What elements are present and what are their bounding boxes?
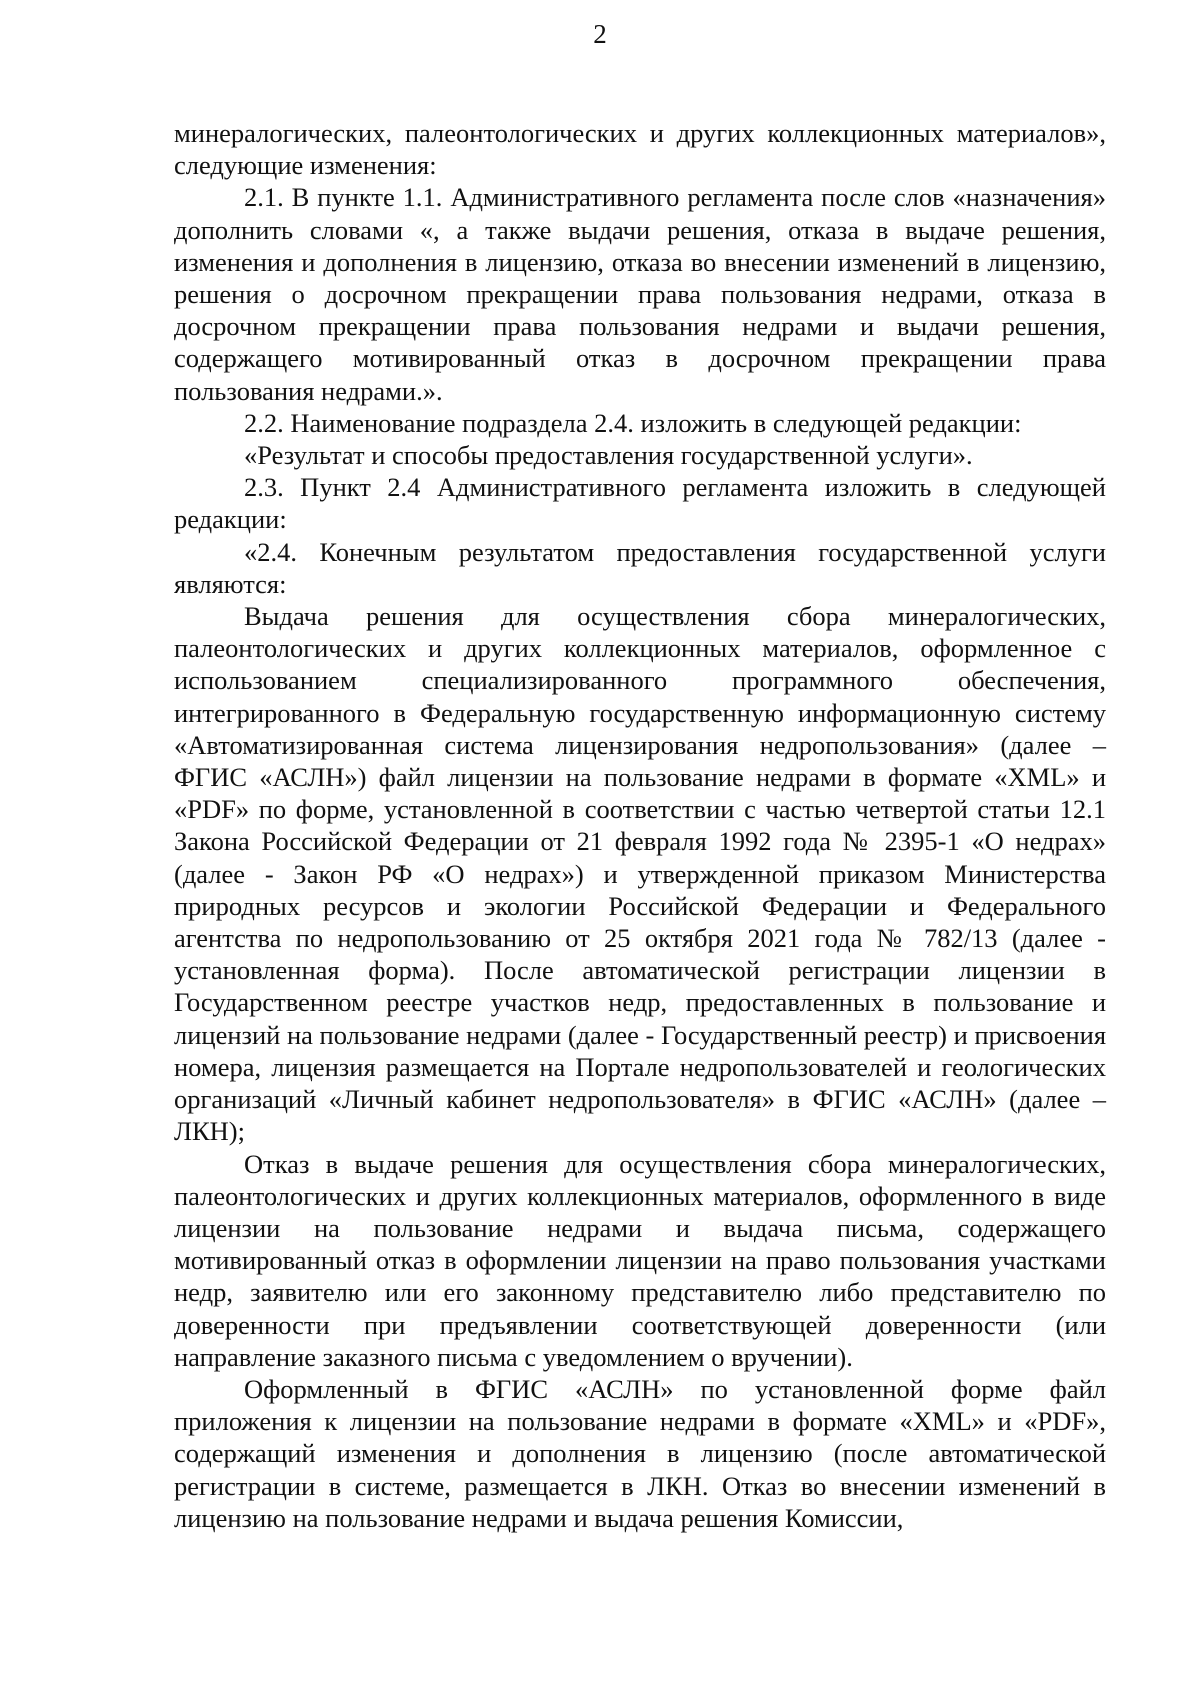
- page-number: 2: [593, 19, 607, 49]
- paragraph: Оформленный в ФГИС «АСЛН» по установленной форме файл приложения к лицензии на пользование недрами в формате «XML» и «PDF», содержащий изменения и дополнения в лицензию (после автоматической регистрации в системе, размещается в ЛКН. Отказ во внесении изменений в лицензию на пользование недрами и выдача решения Комиссии,: [174, 1373, 1106, 1533]
- document-body: [174, 117, 1106, 1534]
- paragraph: 2.3. Пункт 2.4 Административного регламента изложить в следующей редакции:: [174, 472, 1106, 535]
- paragraph: минералогических, палеонтологических и других коллекционных материалов», следующие изменения:: [174, 118, 1106, 181]
- paragraph: 2.2. Наименование подраздела 2.4. изложить в следующей редакции:: [244, 407, 1022, 438]
- paragraph: Выдача решения для осуществления сбора минералогических, палеонтологических и других коллекционных материалов, оформленное с использованием специализированного программного обеспечения, интегрированного в Федеральную государственную информационную систему «Автоматизированная система лицензирования недропользования» (далее – ФГИС «АСЛН») файл лицензии на пользование недрами в формате «XML» и «PDF» по форме, установленной в соответствии с частью четвертой статьи 12.1 Закона Российской Федерации от 21 февраля 1992 года № 2395-1 «О недрах» (далее - Закон РФ «О недрах») и утвержденной приказом Министерства природных ресурсов и экологии Российской Федерации и Федерального агентства по недропользованию от 25 октября 2021 года № 782/13 (далее - установленная форма). После автоматической регистрации лицензии в Государственном реестре участков недр, предоставленных в пользование и лицензий на пользование недрами (далее - Государственный реестр) и присвоения номера, лицензия размещается на Портале недропользователей и геологических организаций «Личный кабинет недропользователя» в ФГИС «АСЛН» (далее – ЛКН);: [174, 601, 1107, 1147]
- paragraph: 2.1. В пункте 1.1. Административного регламента после слов «назначения» дополнить словами «, а также выдачи решения, отказа в выдаче решения, изменения и дополнения в лицензию, отказа во внесении изменений в лицензию, решения о досрочном прекращении права пользования недрами, отказа в досрочном прекращении права пользования недрами и выдачи решения, содержащего мотивированный отказ в досрочном прекращении права пользования недрами.».: [174, 182, 1106, 406]
- paragraph: Отказ в выдаче решения для осуществления сбора минералогических, палеонтологических и других коллекционных материалов, оформленного в виде лицензии на пользование недрами и выдача письма, содержащего мотивированный отказ в оформлении лицензии на право пользования участками недр, заявителю или его законному представителю либо представителю по доверенности при предъявлении соответствующей доверенности (или направление заказного письма с уведомлением о вручении).: [174, 1148, 1106, 1372]
- paragraph: «Результат и способы предоставления государственной услуги».: [244, 440, 973, 471]
- paragraph: «2.4. Конечным результатом предоставления государственной услуги являются:: [174, 536, 1106, 599]
